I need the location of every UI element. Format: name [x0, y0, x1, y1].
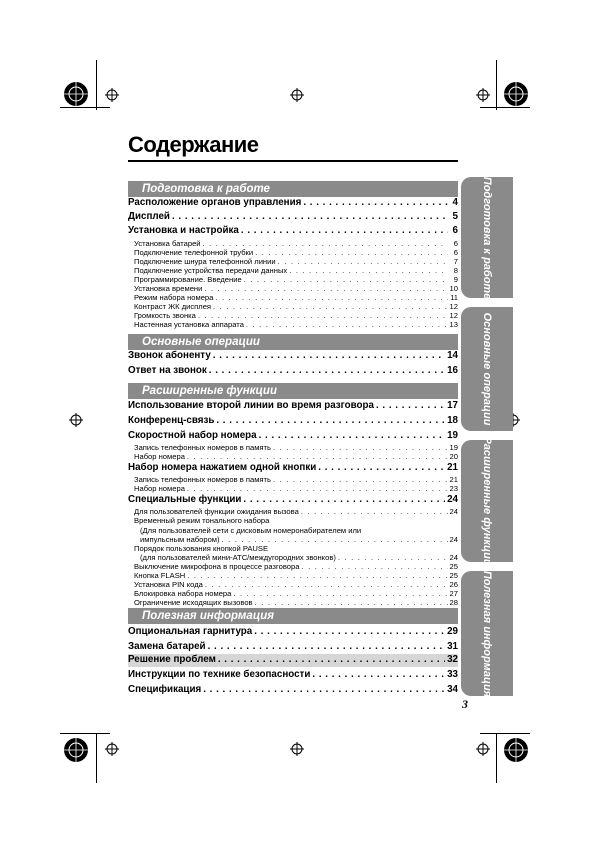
toc-entry-text: Программирование. Введение: [134, 275, 242, 284]
toc-entry-page: 12: [449, 311, 458, 320]
toc-entry-text: Установка времени: [134, 284, 203, 293]
toc-entry-page: 14: [447, 350, 458, 361]
toc-entry[interactable]: [128, 400, 458, 413]
toc-entry-text: импульсным набором): [140, 535, 220, 544]
toc-leader: [254, 626, 445, 637]
toc-leader: [187, 571, 447, 580]
toc-entry[interactable]: [128, 684, 458, 697]
toc-entry-page: 24: [449, 507, 458, 516]
toc-entry-text: Замена батарей: [128, 641, 206, 652]
toc-entry-page: 21: [449, 475, 458, 484]
toc-leader: [301, 562, 447, 571]
toc-entry-page: 4: [452, 197, 458, 208]
toc-entry-text: Набор номера: [134, 452, 185, 461]
toc-entry-page: 32: [447, 654, 458, 665]
toc-entry-text: Инструкции по технике безопасности: [128, 669, 311, 680]
toc-entry[interactable]: [128, 350, 458, 363]
toc-leader: [222, 535, 448, 544]
toc-entry-text: Дисплей: [128, 211, 170, 222]
toc-entry-text: Выключение микрофона в процессе разговора: [134, 562, 300, 571]
toc-entry-page: 34: [447, 684, 458, 695]
toc-entry-page: 20: [449, 452, 458, 461]
toc-leader: [187, 452, 448, 461]
side-tab-advanced-functions[interactable]: [461, 436, 513, 566]
toc-entry[interactable]: [128, 197, 458, 210]
section-header: Подготовка к работе: [128, 181, 458, 197]
toc-entry-page: 8: [453, 266, 458, 275]
toc-entry-page: 6: [453, 248, 458, 257]
toc-entry-page: 26: [449, 580, 458, 589]
registration-mark-icon: [502, 80, 530, 108]
toc-entry-page: 18: [447, 415, 458, 426]
toc-entry-text: Установка и настройка: [128, 225, 239, 236]
toc-leader: [255, 598, 448, 607]
toc-subentry[interactable]: [128, 452, 458, 462]
toc-entry-text: Опциональная гарнитура: [128, 626, 253, 637]
toc-leader: [241, 225, 448, 236]
toc-leader: [259, 430, 446, 441]
toc-entry[interactable]: [128, 626, 458, 639]
toc-leader: [172, 211, 448, 222]
crosshair-icon: [69, 413, 83, 427]
toc-leader: [312, 669, 445, 680]
side-tab-preparation[interactable]: [461, 177, 513, 298]
crosshair-icon: [290, 88, 304, 102]
toc-entry-text: Набор номера нажатием одной кнопки: [128, 462, 317, 473]
toc-subentry[interactable]: [128, 320, 458, 330]
toc-leader: [213, 350, 445, 361]
toc-entry-page: 31: [447, 641, 458, 652]
toc-entry-page: 6: [453, 239, 458, 248]
toc-subentry-multiline[interactable]: [128, 516, 458, 535]
page-number: 3: [462, 697, 468, 711]
toc-entry[interactable]: [128, 415, 458, 428]
toc-leader: [203, 684, 445, 695]
toc-entry-page: 24: [449, 553, 458, 562]
registration-mark-icon: [62, 736, 90, 764]
side-tab-label: Подготовка к работе: [481, 176, 493, 299]
toc-leader: [233, 589, 447, 598]
section-header: Основные операции: [128, 334, 458, 350]
toc-leader: [273, 475, 448, 484]
toc-entry-text: Контраст ЖК дисплея: [134, 302, 212, 311]
toc-entry[interactable]: [128, 641, 458, 654]
toc-entry-page: 12: [449, 302, 458, 311]
toc-entry-page: 9: [453, 275, 458, 284]
side-tab-basic-operations[interactable]: [461, 307, 513, 431]
toc-leader: [187, 484, 448, 493]
toc-entry-page: 21: [447, 462, 458, 473]
toc-entry-page: 17: [447, 400, 458, 411]
toc-entry-text: Специальные функции: [128, 494, 242, 505]
toc-entry-text: Режим набора номера: [134, 293, 214, 302]
toc-entry-page: 25: [449, 571, 458, 580]
toc-entry-page: 23: [449, 484, 458, 493]
toc-entry-text: Громкость звонка: [134, 311, 196, 320]
toc-entry-page: 28: [449, 598, 458, 607]
crosshair-icon: [105, 742, 119, 756]
crop-mark: [496, 60, 497, 110]
toc-entry-text: Использование второй линии во время разговора: [128, 400, 374, 411]
side-tab-label: Полезная информация: [481, 570, 493, 697]
toc-leader: [204, 284, 447, 293]
toc-leader: [246, 320, 448, 329]
toc-entry-page: 19: [449, 443, 458, 452]
toc-subentry[interactable]: [128, 484, 458, 494]
toc-entry-page: 24: [449, 535, 458, 544]
toc-entry-text: Временный режим тонального набора: [134, 516, 270, 525]
crosshair-icon: [476, 742, 490, 756]
toc-leader: [215, 293, 448, 302]
toc-leader: [208, 641, 446, 652]
toc-entry-page: 24: [447, 494, 458, 505]
toc-entry[interactable]: [128, 225, 458, 238]
crosshair-icon: [290, 742, 304, 756]
toc-leader: [205, 580, 448, 589]
toc-leader: [289, 266, 448, 275]
toc-entry-text: (для пользователей мини-АТС/междугородних звонков): [140, 553, 336, 562]
crop-mark: [480, 733, 530, 734]
toc-leader: [243, 494, 445, 505]
toc-leader: [244, 275, 448, 284]
toc-entry-page: 33: [447, 669, 458, 680]
toc-leader: [213, 302, 448, 311]
registration-mark-icon: [502, 736, 530, 764]
title-rule: [128, 160, 458, 162]
toc-leader: [318, 462, 445, 473]
toc-entry-text: Кнопка FLASH: [134, 571, 186, 580]
toc-entry-text: Конференц-связь: [128, 415, 215, 426]
toc-leader: [255, 248, 448, 257]
toc-entry[interactable]: [128, 430, 458, 443]
toc-entry-text: Установка PIN кода: [134, 580, 203, 589]
toc-entry-text: Расположение органов управления: [128, 197, 302, 208]
toc-leader: [198, 311, 448, 320]
side-tab-useful-info[interactable]: [461, 571, 513, 696]
page-title: Содержание: [128, 132, 259, 157]
toc-entry[interactable]: [128, 494, 458, 507]
section-header: Расширенные функции: [128, 383, 458, 399]
toc-entry[interactable]: [128, 365, 458, 378]
crosshair-icon: [476, 88, 490, 102]
toc-entry-text: Установка батарей: [134, 239, 201, 248]
toc-entry-text: Ответ на звонок: [128, 365, 207, 376]
toc-entry-page: 6: [452, 225, 458, 236]
toc-leader: [301, 507, 448, 516]
toc-leader: [216, 415, 445, 426]
toc-leader: [203, 239, 448, 248]
toc-entry-text: Ограничение исходящих вызовов: [134, 598, 253, 607]
toc-entry-text: Порядок пользования кнопкой PAUSE: [134, 544, 269, 553]
crop-mark: [60, 733, 110, 734]
toc-entry-page: 7: [453, 257, 458, 266]
toc-entry-page: 19: [447, 430, 458, 441]
toc-leader: [273, 443, 448, 452]
toc-entry-text: Набор номера: [134, 484, 185, 493]
toc-entry-text: Подключение устройства передачи данных: [134, 266, 288, 275]
toc-entry[interactable]: [128, 669, 458, 682]
side-tab-label: Расширенные функции: [481, 436, 493, 566]
toc-entry-page: 16: [447, 365, 458, 376]
side-tab-label: Основные операции: [481, 312, 493, 426]
section-header: Полезная информация: [128, 608, 458, 624]
toc-entry-text: (Для пользователей сети с дисковым номеронабирателем или: [140, 525, 362, 535]
toc-entry[interactable]: [128, 211, 458, 224]
toc-entry-page: 11: [450, 293, 458, 302]
toc-leader: [303, 197, 448, 208]
toc-leader: [278, 257, 448, 266]
toc-leader: [209, 365, 445, 376]
toc-leader: [218, 654, 445, 665]
toc-entry-page: 27: [449, 589, 458, 598]
registration-mark-icon: [62, 80, 90, 108]
crop-mark: [496, 733, 497, 783]
toc-entry-text: Скоростной набор номера: [128, 430, 257, 441]
toc-entry-text: Для пользователей функции ожидания вызова: [134, 507, 299, 516]
toc-leader: [338, 553, 448, 562]
toc-entry-text: Решение проблем: [128, 654, 216, 665]
toc-entry-page: 25: [449, 562, 458, 571]
crop-mark: [96, 60, 97, 110]
toc-entry-text: Спецификация: [128, 684, 202, 695]
toc-entry-text: Подключение телефонной трубки: [134, 248, 254, 257]
toc-entry-text: Блокировка набора номера: [134, 589, 232, 598]
toc-entry-text: Звонок абоненту: [128, 350, 211, 361]
toc-entry-text: Настенная установка аппарата: [134, 320, 244, 329]
crop-mark: [96, 733, 97, 783]
toc-entry-page: 10: [449, 284, 458, 293]
toc-entry-text: Запись телефонных номеров в память: [134, 475, 271, 484]
toc-leader: [376, 400, 445, 411]
toc-entry-text: Подключение шнура телефонной линии: [134, 257, 276, 266]
toc-entry-text: Запись телефонных номеров в память: [134, 443, 271, 452]
toc-entry-page: 5: [452, 211, 458, 222]
toc-entry[interactable]: [128, 462, 458, 475]
crosshair-icon: [105, 88, 119, 102]
toc-entry-page: 29: [447, 626, 458, 637]
toc-subentry[interactable]: [128, 598, 458, 608]
toc-entry-page: 13: [449, 320, 458, 329]
toc-entry-highlighted[interactable]: [128, 654, 458, 667]
